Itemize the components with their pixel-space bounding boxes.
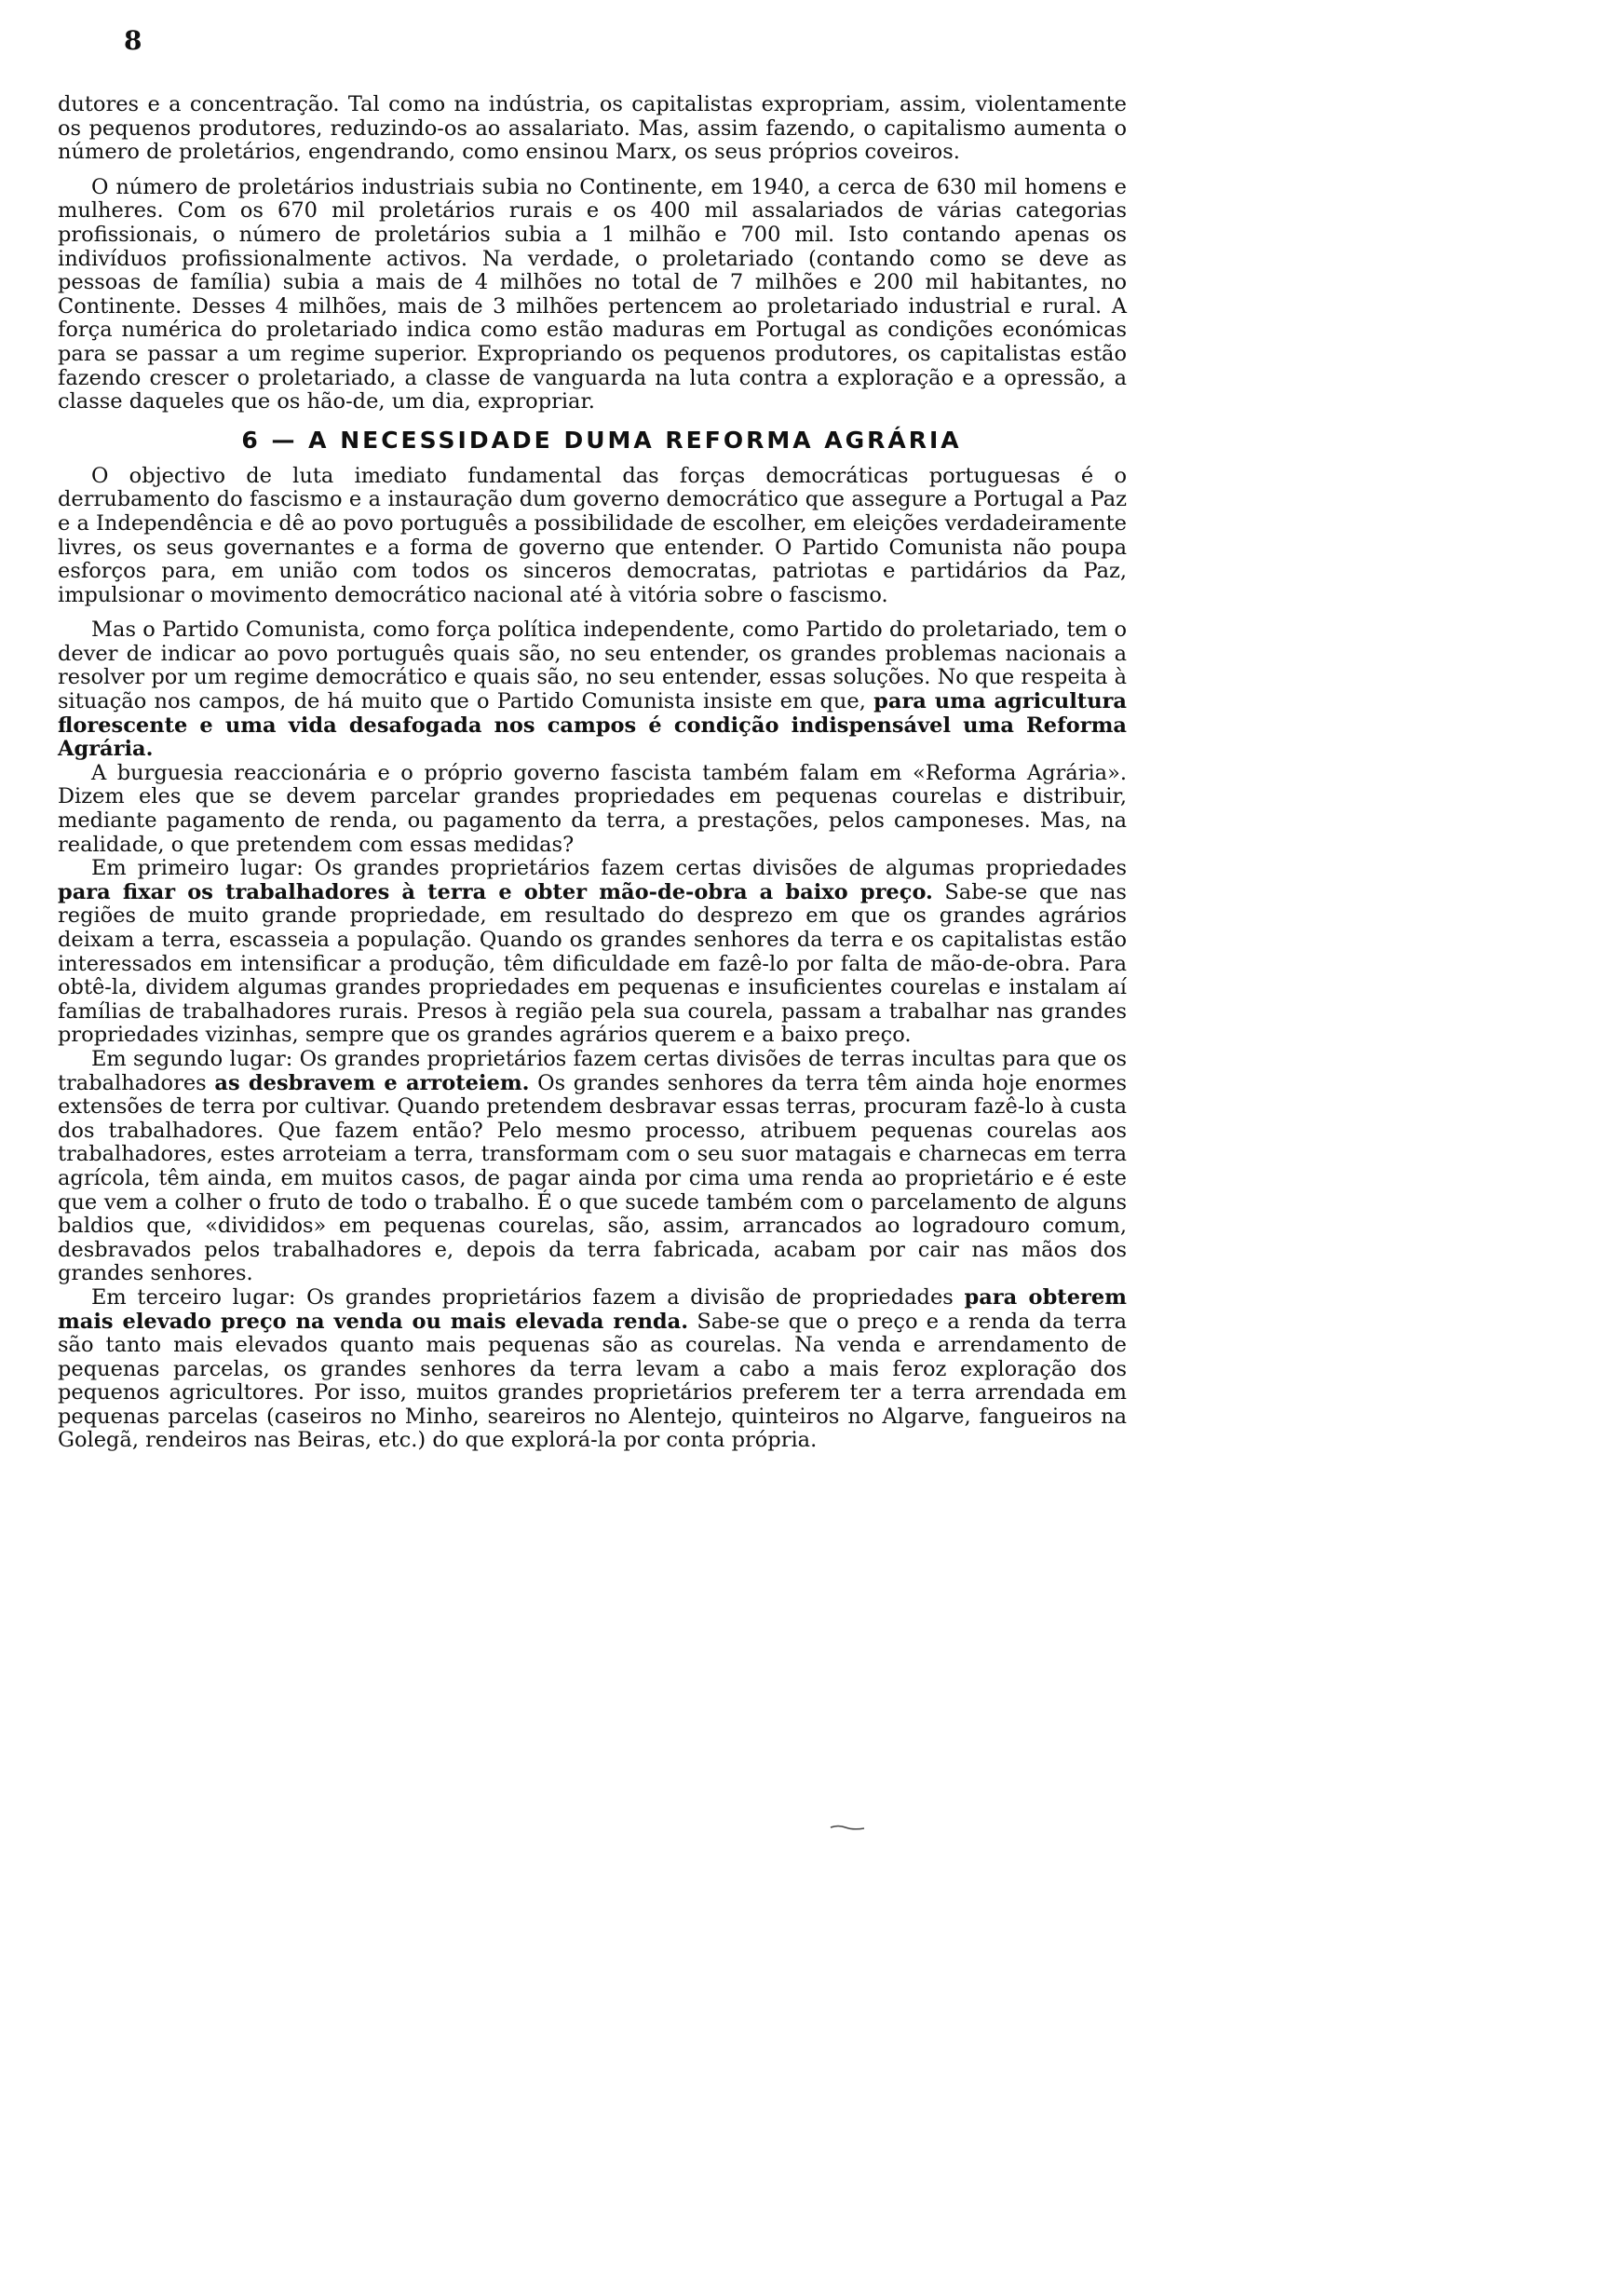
paragraph xyxy=(58,857,1127,1048)
paragraph-text: Em terceiro lugar: Os grandes proprietários fazem a divisão de propriedades xyxy=(91,1284,965,1310)
emphasis-text: para fixar os trabalhadores à terra e obter mão-de-obra a baixo preço. xyxy=(58,879,933,904)
paragraph-text: Sabe-se que nas regiões de muito grande propriedade, em resultado do desprezo em que os grandes agrários deixam a terra, escasseia a população. Quando os grandes senhores da terra e os capitalistas estão interessados em intensificar a produção, têm dificuldade em fazê-lo por falta de mão-de-obra. Para obtê-la, dividem algumas grandes propriedades em pequenas e insuficientes courelas e instalam aí famílias de trabalhadores rurais. Presos à região pela sua courela, passam a trabalhar nas grandes propriedades vizinhas, sempre que os grandes agrários querem e a baixo preço. xyxy=(58,879,1127,1048)
page-number: 8 xyxy=(124,25,142,56)
page-body xyxy=(58,93,1127,1453)
paragraph-text: Os grandes senhores da terra têm ainda hoje enormes extensões de terra por cultivar. Quando pretendem desbravar essas terras, procuram fazê-lo à custa dos trabalhadores. Que fazem então? Pelo mesmo processo, atribuem pequenas courelas aos trabalhadores, estes arroteiam a terra, transformam com o seu suor matagais e charnecas em terra agrícola, têm ainda, em muitos casos, de pagar ainda por cima uma renda ao proprietário e é este que vem a colher o fruto de todo o trabalho. É o que sucede também com o parcelamento de alguns baldios que, «divididos» em pequenas courelas, são, assim, arrancados ao logradouro comum, desbravados pelos trabalhadores e, depois da terra fabricada, acabam por cair nas mãos dos grandes senhores. xyxy=(58,1070,1128,1286)
paragraph-text: Em primeiro lugar: Os grandes proprietários fazem certas divisões de algumas propriedades xyxy=(91,856,1127,881)
paragraph xyxy=(58,618,1127,762)
paragraph: A burguesia reaccionária e o próprio governo fascista também falam em «Reforma Agrária». Dizem eles que se devem parcelar grandes propriedades em pequenas courelas e distribuir, mediante pagamento de renda, ou pagamento da terra, a prestações, pelos camponeses. Mas, na realidade, o que pretendem com essas medidas? xyxy=(58,760,1127,857)
ink-smudge xyxy=(829,1824,866,1831)
paragraph: O objectivo de luta imediato fundamental das forças democráticas portuguesas é o derrubamento do fascismo e a instauração dum governo democrático que assegure a Portugal a Paz e a Independência e dê ao povo português a possibilidade de escolher, em eleições verdadeiramente livres, os seus governantes e a forma de governo que entender. O Partido Comunista não poupa esforços para, em união com todos os sinceros democratas, patriotas e partidários da Paz, impulsionar o movimento democrático nacional até à vitória sobre o fascismo. xyxy=(58,463,1127,607)
paragraph xyxy=(58,1286,1127,1453)
paragraph: dutores e a concentração. Tal como na indústria, os capitalistas expropriam, assim, violentamente os pequenos produtores, reduzindo-os ao assalariato. Mas, assim fazendo, o capitalismo aumenta o número de proletários, engendrando, como ensinou Marx, os seus próprios coveiros. xyxy=(58,92,1127,165)
emphasis-text: para obterem mais elevado preço na venda ou mais elevada renda. xyxy=(58,1284,1127,1334)
paragraph-text: Em segundo lugar: Os grandes proprietários fazem certas divisões de terras incultas para que os trabalhadores xyxy=(58,1046,1127,1095)
emphasis-text: as desbravem e arroteiem. xyxy=(214,1070,530,1095)
paragraph xyxy=(58,1048,1127,1286)
paragraph: O número de proletários industriais subia no Continente, em 1940, a cerca de 630 mil homens e mulheres. Com os 670 mil proletários rurais e os 400 mil assalariados de várias categorias profissionais, o número de proletários subia a 1 milhão e 700 mil. Isto contando apenas os indivíduos profissionalmente activos. Na verdade, o proletariado (contando como se deve as pessoas de família) subia a mais de 4 milhões no total de 7 milhões e 200 mil habitantes, no Continente. Desses 4 milhões, mais de 3 milhões pertencem ao proletariado industrial e rural. A força numérica do proletariado indica como estão maduras em Portugal as condições económicas para se passar a um regime superior. Expropriando os pequenos produtores, os capitalistas estão fazendo crescer o proletariado, a classe de vanguarda na luta contra a exploração e a opressão, a classe daqueles que os hão-de, um dia, expropriar. xyxy=(58,174,1127,414)
paragraph-text: Mas o Partido Comunista, como força política independente, como Partido do proletariado, tem o dever de indicar ao povo português quais são, no seu entender, os grandes problemas nacionais a resolver por um regime democrático e quais são, no seu entender, essas soluções. No que respeita à situação nos campos, de há muito que o Partido Comunista insiste em que, xyxy=(58,618,1127,714)
paragraph-text: Sabe-se que o preço e a renda da terra são tanto mais elevados quanto mais pequenas são as courelas. Na venda e arrendamento de pequenas parcelas, os grandes senhores da terra levam a cabo a mais feroz exploração dos pequenos agricultores. Por isso, muitos grandes proprietários preferem ter a terra arrendada em pequenas parcelas (caseiros no Minho, seareiros no Alentejo, quinteiros no Algarve, fangueiros na Golegã, rendeiros nas Beiras, etc.) do que explorá-la por conta própria. xyxy=(58,1309,1127,1453)
section-heading: 6 — A NECESSIDADE DUMA REFORMA AGRÁRIA xyxy=(241,426,962,454)
emphasis-text: para uma agricultura florescente e uma vida desafogada nos campos é condição indispensável uma Reforma Agrária. xyxy=(58,689,1127,762)
